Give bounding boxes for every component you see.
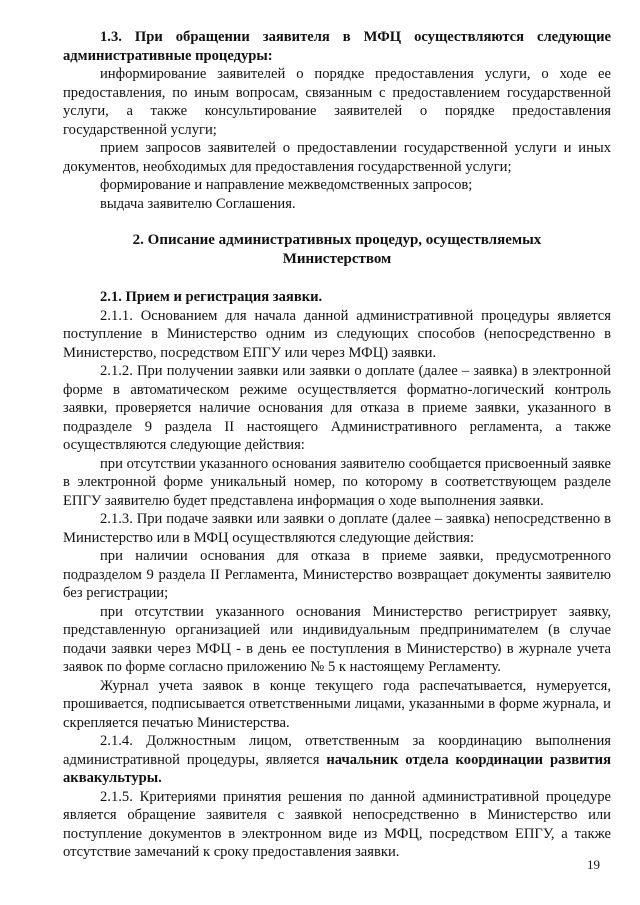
paragraph-2-1-1: 2.1.1. Основанием для начала данной административной процедуры является поступление в Министерство одним из следующих способов (непосредственно в Министерство, посредством ЕПГУ или через МФЦ) заявки. bbox=[63, 307, 611, 361]
section-2-title: 2. Описание административных процедур, осуществляемых Министерством bbox=[132, 232, 542, 267]
spacer bbox=[63, 269, 611, 288]
paragraph-2-1-3-refusal: при наличии основания для отказа в приеме заявки, предусмотренного подразделом 9 раздела II Регламента, Министерство возвращает документы заявителю без регистрации; bbox=[63, 548, 611, 601]
section-1-3-item: выдача заявителю Соглашения. bbox=[100, 195, 296, 212]
paragraph-2-1-4 bbox=[63, 732, 611, 788]
responsible-official: начальник отдела координации развития аквакультуры. bbox=[63, 751, 611, 786]
paragraph-2-1-3-journal: Журнал учета заявок в конце текущего года распечатывается, нумеруется, прошивается, подписывается ответственными лицами, указанными в форме журнала, и скрепляется печатью Министерства. bbox=[63, 677, 611, 731]
document-body bbox=[63, 28, 611, 862]
section-2-1-title: 2.1. Прием и регистрация заявки. bbox=[100, 289, 323, 305]
spacer bbox=[63, 213, 611, 231]
page-number: 19 bbox=[587, 857, 600, 872]
paragraph-2-1-3-registration: при отсутствии указанного основания Министерство регистрирует заявку, представленную организацией или индивидуальным предпринимателем (в случае подачи заявки через МФЦ - в день ее поступления в Министерство) в журнале учета заявок по форме согласно приложению № 5 к настоящему Регламенту. bbox=[63, 603, 611, 675]
paragraph-2-1-2: 2.1.2. При получении заявки или заявки о доплате (далее – заявка) в электронной форме в автоматическом режиме осуществляется форматно-логический контроль заявки, проверяется наличие основания для отказа в приеме заявки, указанного в подразделе 9 раздела II настоящего Административного регламента, а также осуществляются следующие действия: bbox=[63, 363, 611, 453]
paragraph-2-1-2-detail: при отсутствии указанного основания заявителю сообщается присвоенный заявке в электронной форме уникальный номер, по которому в соответствующем разделе ЕПГУ заявителю будет представлена информация о ходе выполнения заявки. bbox=[63, 455, 611, 509]
section-1-3-item: информирование заявителей о порядке предоставления услуги, о ходе ее предоставления, по иным вопросам, связанным с предоставлением государственной услуги, а также консультирование заявителей о порядке предоставления государственной услуги; bbox=[63, 66, 611, 138]
paragraph-2-1-5: 2.1.5. Критериями принятия решения по данной административной процедуре является обращение заявителя с заявкой непосредственно в Министерство или поступление документов в электронном виде из МФЦ, посредством ЕПГУ, а также отсутствие замечаний к сроку предоставления заявки. bbox=[63, 788, 611, 860]
section-1-3-item: прием запросов заявителей о предоставлении государственной услуги и иных документов, необходимых для предоставления государственной услуги; bbox=[63, 140, 611, 175]
section-1-3-item: формирование и направление межведомственных запросов; bbox=[100, 177, 473, 193]
section-1-3-title: 1.3. При обращении заявителя в МФЦ осуществляются следующие административные процедуры: bbox=[63, 29, 611, 64]
paragraph-2-1-3: 2.1.3. При подаче заявки или заявки о доплате (далее – заявка) непосредственно в Министерство или в МФЦ осуществляются следующие действия: bbox=[63, 511, 611, 546]
paragraph-2-1-4-text: 2.1.4. Должностным лицом, ответственным за координацию выполнения административной процедуры, является bbox=[63, 733, 611, 768]
